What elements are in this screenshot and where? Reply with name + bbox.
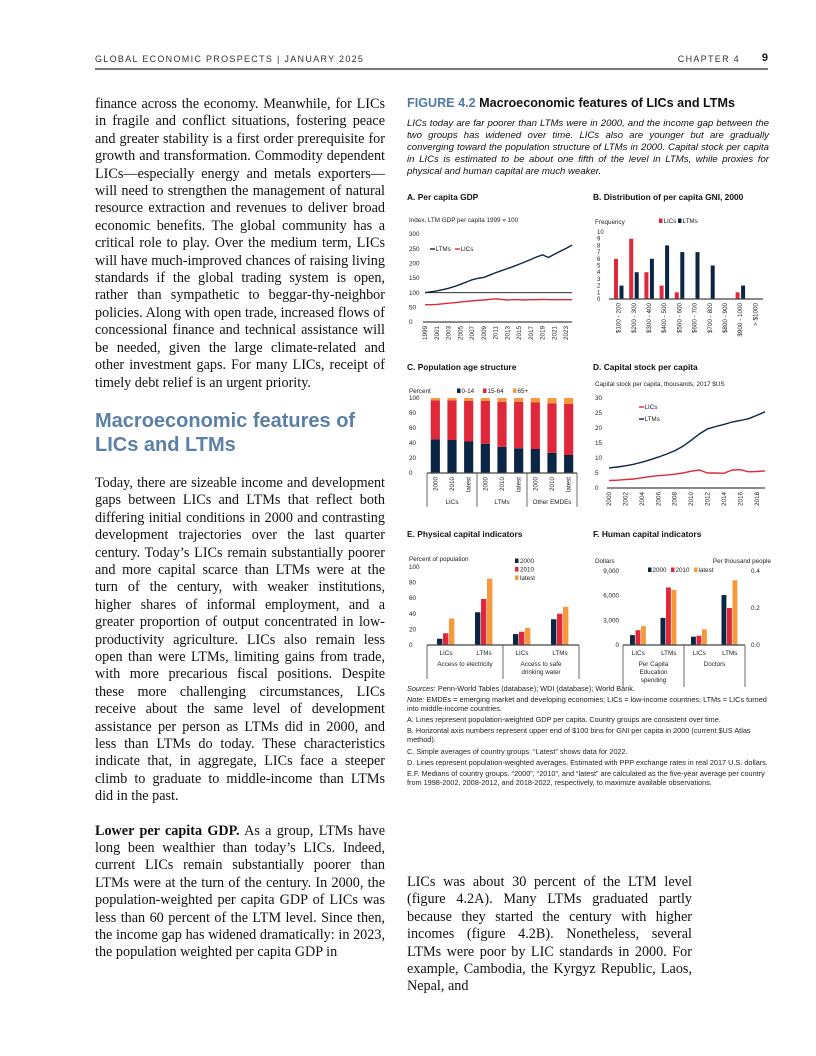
note-a: A. Lines represent population-weighted GDP per capita. Country groups are consistent over time. (407, 715, 721, 725)
svg-text:2010: 2010 (675, 567, 690, 574)
note-ef: E.F. Medians of country groups. “2000”, “2010”, and “latest” are calculated as the five-year average per country from 1998-2002, 2008-2012, and 2018-2022, respectively, to maximize available observations. (407, 768, 765, 787)
svg-text:2023: 2023 (563, 326, 571, 341)
panel-title: F. Human capital indicators (593, 529, 702, 539)
body-paragraph: LICs was about 30 percent of the LTM level (figure 4.2A). Many LTMs graduated partly because they started the century with higher incomes (figure 4.2B). Nonetheless, several LTMs were poor by LIC standards in 2000. For example, Cambodia, the Kyrgyz Republic, Laos, Nepal, and (407, 874, 692, 995)
svg-text:6: 6 (597, 256, 601, 263)
svg-text:9: 9 (597, 236, 601, 243)
chart-e (407, 543, 587, 698)
figure-notes (407, 684, 769, 787)
note-b: B. Horizontal axis numbers represent upper end of $100 bins for GNI per capita in 2000 (current $US Atlas method). (407, 726, 751, 745)
chart-f (593, 543, 773, 698)
svg-text:Percent of population: Percent of population (409, 556, 469, 563)
svg-text:0.2: 0.2 (751, 605, 760, 612)
running-title: GLOBAL ECONOMIC PROSPECTS | JANUARY 2025 (95, 54, 365, 64)
svg-text:latest: latest (698, 567, 714, 574)
svg-text:0.4: 0.4 (751, 568, 760, 575)
figure-number: FIGURE 4.2 (407, 96, 476, 110)
sources-label: Sources (407, 684, 434, 693)
svg-text:$200 - 300: $200 - 300 (630, 303, 638, 334)
svg-text:60: 60 (409, 425, 417, 432)
panel-d (593, 362, 773, 522)
svg-text:Dollars: Dollars (595, 558, 615, 565)
svg-text:2000: 2000 (532, 477, 540, 492)
svg-text:LTMs: LTMs (552, 650, 568, 657)
svg-text:Capital stock per capita, thou: Capital stock per capita, thousands, 2017 $US (595, 381, 725, 388)
chart-b (593, 206, 773, 361)
svg-text:Doctors: Doctors (703, 661, 726, 668)
svg-text:Per Capita: Per Capita (638, 661, 669, 668)
svg-text:100: 100 (409, 289, 420, 297)
svg-text:7: 7 (597, 250, 601, 257)
body-paragraph (95, 823, 385, 962)
svg-text:2002: 2002 (622, 492, 630, 507)
svg-text:LICs: LICs (644, 404, 658, 411)
svg-text:50: 50 (409, 304, 417, 312)
svg-text:2012: 2012 (704, 492, 712, 507)
svg-text:latest: latest (465, 477, 473, 493)
svg-text:LICs: LICs (439, 650, 453, 657)
svg-text:15: 15 (595, 440, 603, 448)
panel-c (407, 362, 587, 522)
paragraph-text: As a group, LTMs have long been wealthier than today’s LICs. Indeed, current LICs remain substantially poorer than LTMs were at the turn of the century. In 2000, the population-weighted per capita GDP of LICs was less than 60 percent of the LTM level. Since then, the income gap has widened dramatically: in 2023, the population weighted per capita GDP in (95, 822, 385, 961)
svg-text:100: 100 (409, 564, 420, 571)
svg-text:100: 100 (409, 395, 420, 402)
svg-text:LICs: LICs (663, 218, 677, 225)
svg-text:2018: 2018 (753, 492, 761, 507)
svg-text:40: 40 (409, 610, 417, 618)
panel-title: D. Capital stock per capita (593, 362, 698, 372)
body-paragraph: Today, there are sizeable income and development gaps between LICs and LTMs that reflect both differing initial conditions in 2000 and contrasting development trajectories over the last quarter century. Today’s LICs remain substantially poorer and more capital scarce than LTMs were at the turn of the century, with weaker institutions, higher shares of informal employment, and a greater proportion of output concentrated in low-productivity agriculture. LICs also remain less open than were LTMs, limiting gains from trade, with more precarious fiscal positions. Despite these more challenging circumstances, LICs receive about the same level of development assistance per person as LTMs did in 2000, and less than LTMs do today. These characteristics indicate that, in aggregate, LICs face a steeper climb to graduate to middle-income than LTMs did in the past. (95, 474, 385, 805)
body-paragraph: finance across the economy. Meanwhile, for LICs in fragile and conflict situations, fostering peace and greater stability is a first order prerequisite for growth and transformation. Commodity dependent LICs—especially energy and metals exporters—will need to strengthen the management of natural resource extraction and revenues to deliver broad economic benefits. The global community has a critical role to play. Over the medium term, LICs will have much-improved chances of raising living standards if the global trading system is open, rather than sympathetic to beggar-thy-neighbor policies. Along with open trade, increased flows of concessional finance and technical assistance will be needed, given the large climate-related and other investment gaps. For many LICs, receipt of timely debt relief is an urgent priority. (95, 96, 385, 391)
svg-text:LTMs: LTMs (435, 246, 451, 253)
svg-text:latest: latest (565, 477, 573, 493)
section-heading: Macroeconomic features of LICs and LTMs (95, 409, 356, 456)
svg-text:LTMs: LTMs (661, 650, 677, 657)
svg-text:2003: 2003 (445, 326, 453, 341)
svg-text:Frequency: Frequency (595, 219, 625, 226)
svg-text:200: 200 (409, 260, 420, 268)
svg-text:LICs: LICs (515, 650, 529, 657)
figure-title-text: Macroeconomic features of LICs and LTMs (479, 96, 735, 110)
svg-text:20: 20 (595, 425, 603, 433)
figure-subtitle: LICs today are far poorer than LTMs were in 2000, and the income gap between the two groups has widened over time. LICs also are younger but are gradually converging toward the population structure of LTMs in 2000. Capital stock per capita in LICs is estimated to be about one fifth of the level in LTMs, while proxies for physical and human capital are much weaker. (407, 118, 769, 177)
svg-text:Education: Education (639, 669, 668, 676)
svg-text:$700 - 800: $700 - 800 (706, 303, 714, 334)
svg-text:LICs: LICs (460, 246, 474, 253)
svg-text:2015: 2015 (516, 326, 524, 341)
svg-text:30: 30 (595, 395, 603, 403)
svg-text:0-14: 0-14 (461, 388, 475, 395)
svg-text:9,000: 9,000 (603, 568, 619, 575)
note-text: EMDEs = emerging market and developing economies; LICs = low-income countries; LTMs = LICs turned into middle-income countries. (407, 695, 767, 714)
svg-text:LTMs: LTMs (644, 416, 660, 423)
svg-text:2009: 2009 (480, 326, 488, 341)
chart-a (407, 206, 587, 361)
svg-text:2006: 2006 (655, 492, 663, 507)
svg-text:$300 - 400: $300 - 400 (646, 303, 653, 334)
svg-text:$400 - 500: $400 - 500 (661, 303, 669, 334)
svg-text:0.0: 0.0 (751, 642, 760, 649)
svg-text:2014: 2014 (720, 492, 728, 507)
svg-text:Percent: Percent (409, 388, 431, 395)
svg-text:2010: 2010 (549, 477, 556, 492)
svg-text:8: 8 (597, 243, 601, 250)
svg-text:2010: 2010 (688, 492, 696, 507)
svg-text:2001: 2001 (433, 326, 441, 341)
panel-title: A. Per capita GDP (407, 192, 479, 202)
page-number: 9 (761, 52, 768, 64)
svg-text:2017: 2017 (527, 326, 535, 341)
svg-text:LICs: LICs (631, 650, 645, 657)
svg-text:LICs: LICs (692, 650, 706, 657)
svg-text:LTMs: LTMs (722, 650, 738, 657)
svg-text:6,000: 6,000 (603, 592, 619, 600)
svg-text:5: 5 (595, 470, 599, 478)
svg-text:2010: 2010 (449, 477, 456, 492)
svg-text:2008: 2008 (671, 492, 679, 507)
panel-a (407, 192, 587, 352)
svg-text:25: 25 (595, 410, 603, 418)
svg-text:$800 - 900: $800 - 900 (722, 303, 729, 334)
svg-text:Per thousand people: Per thousand people (712, 558, 771, 565)
note-c: C. Simple averages of country groups. “Latest” shows data for 2022. (407, 746, 628, 756)
svg-text:2007: 2007 (469, 326, 477, 341)
svg-text:80: 80 (409, 579, 417, 587)
svg-text:10: 10 (597, 230, 604, 236)
svg-text:2000: 2000 (606, 492, 613, 507)
svg-text:80: 80 (409, 410, 417, 417)
svg-text:300: 300 (409, 231, 420, 239)
svg-text:LTMs: LTMs (476, 650, 492, 657)
panel-title: E. Physical capital indicators (407, 529, 523, 539)
panel-title: C. Population age structure (407, 362, 517, 372)
paragraph-lead: Lower per capita GDP. (95, 822, 240, 839)
svg-text:2000: 2000 (520, 558, 535, 565)
svg-text:2000: 2000 (652, 567, 667, 574)
svg-text:3: 3 (597, 276, 601, 283)
svg-text:$100 - 200: $100 - 200 (615, 303, 623, 334)
svg-text:2011: 2011 (492, 326, 500, 340)
panel-title: B. Distribution of per capita GNI, 2000 (593, 192, 744, 202)
svg-text:5: 5 (597, 263, 601, 270)
svg-text:2021: 2021 (551, 326, 559, 341)
figure-box (407, 96, 769, 789)
chart-d (593, 376, 773, 531)
svg-text:20: 20 (409, 626, 417, 634)
svg-text:2004: 2004 (638, 492, 646, 507)
svg-text:3,000: 3,000 (603, 617, 619, 625)
svg-text:60: 60 (409, 595, 417, 603)
panel-e (407, 529, 587, 689)
svg-text:Access to electricity: Access to electricity (437, 661, 493, 668)
svg-text:250: 250 (409, 245, 420, 253)
svg-text:0: 0 (597, 297, 601, 303)
svg-text:20: 20 (409, 455, 417, 462)
svg-text:LTMs: LTMs (682, 218, 698, 225)
svg-text:2019: 2019 (539, 326, 547, 341)
svg-text:150: 150 (409, 275, 420, 283)
svg-text:LICs: LICs (445, 499, 459, 506)
svg-text:LTMs: LTMs (494, 499, 510, 506)
svg-text:0: 0 (409, 470, 413, 477)
sources-text: : Penn-World Tables (database); WDI (database); World Bank. (433, 684, 635, 693)
header-rule (95, 68, 768, 70)
svg-text:2010: 2010 (499, 477, 506, 492)
svg-text:Other EMDEs: Other EMDEs (532, 499, 572, 506)
svg-text:10: 10 (595, 455, 603, 463)
svg-text:0: 0 (595, 485, 599, 493)
svg-text:> $1000: > $1000 (752, 303, 760, 326)
right-column-text (407, 874, 692, 996)
svg-text:0: 0 (409, 642, 413, 649)
svg-text:2000: 2000 (482, 477, 490, 492)
svg-text:2016: 2016 (737, 492, 745, 507)
svg-text:drinking water: drinking water (521, 669, 561, 676)
panel-f (593, 529, 773, 689)
svg-text:2005: 2005 (457, 326, 465, 341)
svg-text:2000: 2000 (432, 477, 440, 492)
svg-text:Index, LTM GDP per capita 1999: Index, LTM GDP per capita 1999 = 100 (409, 217, 519, 224)
chapter-label: CHAPTER 4 (677, 54, 740, 64)
svg-text:2010: 2010 (520, 566, 535, 574)
note-d: D. Lines represent population-weighted averages. Estimated with PPP exchange rates in real 2017 U.S. dollars. (407, 757, 768, 767)
svg-text:0: 0 (409, 319, 413, 327)
svg-text:$500 - 600: $500 - 600 (676, 303, 684, 334)
svg-text:15-64: 15-64 (487, 388, 504, 395)
left-column (95, 96, 385, 979)
svg-text:latest: latest (515, 477, 523, 493)
svg-text:$900 - 1000: $900 - 1000 (737, 303, 745, 337)
svg-text:40: 40 (409, 440, 417, 447)
svg-text:latest: latest (520, 575, 536, 582)
svg-text:1: 1 (597, 290, 601, 297)
panel-b (593, 192, 773, 352)
note-label: Note: (407, 695, 425, 705)
svg-text:1999: 1999 (422, 326, 429, 341)
svg-text:Access to safe: Access to safe (520, 661, 562, 668)
svg-text:2: 2 (597, 283, 601, 290)
svg-text:0: 0 (615, 642, 619, 649)
chart-c (407, 376, 587, 531)
svg-text:2013: 2013 (504, 326, 512, 341)
svg-text:65+: 65+ (517, 388, 529, 395)
figure-panels (407, 192, 769, 692)
svg-text:spending: spending (640, 677, 667, 684)
svg-text:$600 - 700: $600 - 700 (691, 303, 699, 334)
svg-text:4: 4 (597, 270, 601, 277)
figure-title (407, 96, 769, 110)
